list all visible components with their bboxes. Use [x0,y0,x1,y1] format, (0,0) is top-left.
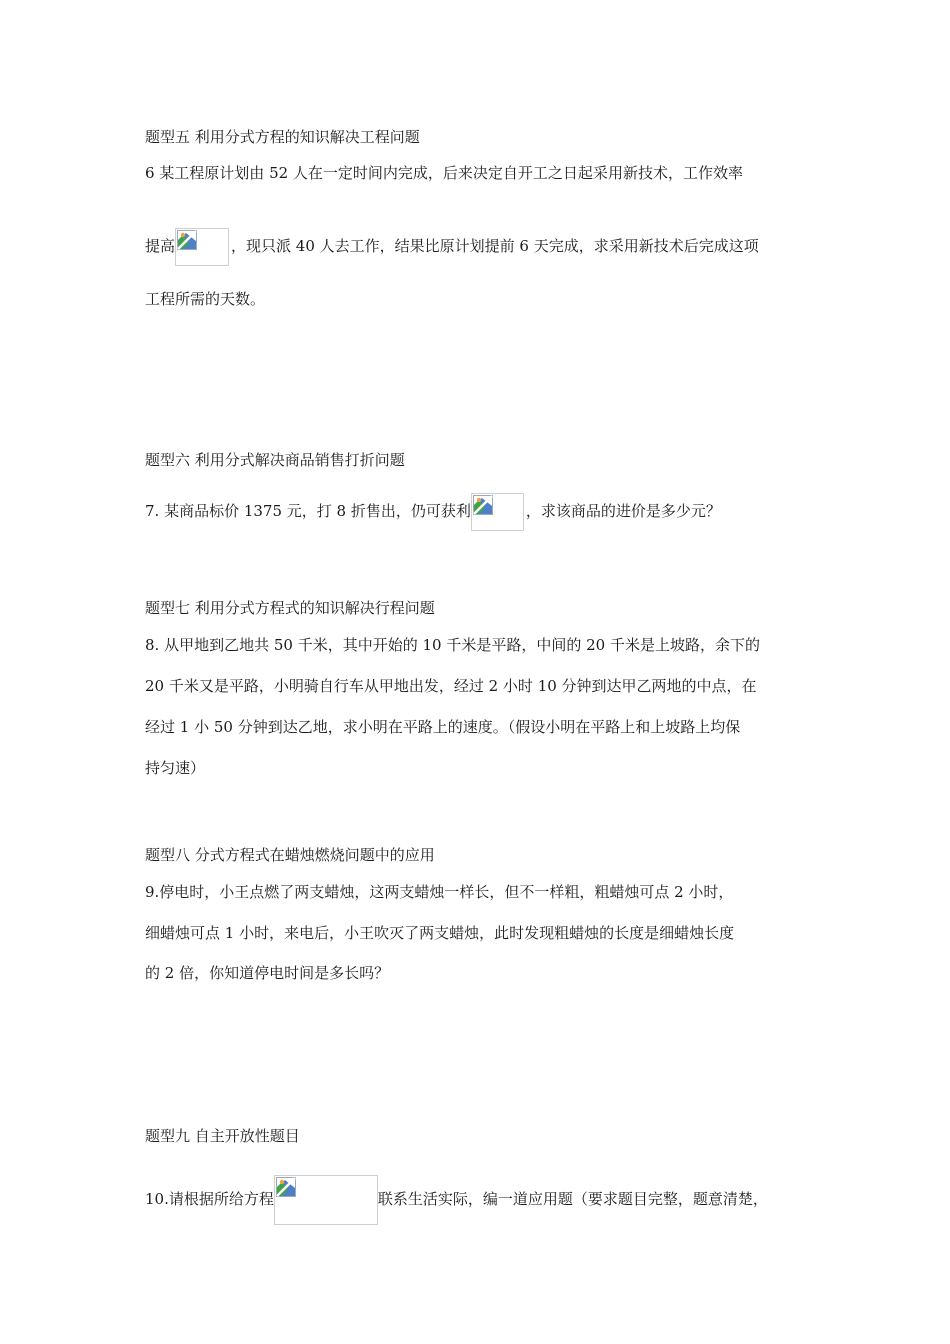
problem-10-text-a: 10.请根据所给方程 [145,1190,274,1208]
formula-image-1 [175,228,229,266]
broken-image-icon [473,495,493,515]
heading-type-8: 题型八 分式方程式在蜡烛燃烧问题中的应用 [145,846,435,864]
problem-8-line-4: 持匀速） [145,759,206,777]
problem-10-text-b: 联系生活实际，编一道应用题（要求题目完整，题意清楚， [377,1190,768,1208]
problem-9-line-1: 9.停电时，小王点燃了两支蜡烛，这两支蜡烛一样长，但不一样粗，粗蜡烛可点 2 小时， [145,883,734,901]
problem-10-line-1 [145,1175,768,1225]
heading-type-7: 题型七 利用分式方程式的知识解决行程问题 [145,599,435,617]
broken-image-icon [177,230,197,250]
equation-image [274,1175,378,1225]
problem-8-line-2: 20 千米又是平路，小明骑自行车从甲地出发，经过 2 小时 10 分钟到达甲乙两地的中点，在 [145,677,757,695]
problem-6-line-1: 6 某工程原计划由 52 人在一定时间内完成，后来决定自开工之日起采用新技术，工作效率 [145,164,743,182]
heading-type-5: 题型五 利用分式方程的知识解决工程问题 [145,128,420,146]
formula-image-2 [471,493,524,531]
problem-9-line-3: 的 2 倍，你知道停电时间是多长吗？ [145,964,390,982]
problem-6-line-2 [145,228,759,266]
problem-6-text-a: 提高 [145,237,176,255]
problem-8-line-1: 8. 从甲地到乙地共 50 千米，其中开始的 10 千米是平路，中间的 20 千米是上坡路，余下的 [145,636,760,654]
problem-7-text-a: 7. 某商品标价 1375 元，打 8 折售出，仍可获利 [145,502,471,520]
problem-7-text-b: ，求该商品的进价是多少元？ [525,502,721,520]
problem-6-line-3: 工程所需的天数。 [145,290,266,308]
heading-type-6: 题型六 利用分式解决商品销售打折问题 [145,451,405,469]
problem-8-line-3: 经过 1 小 50 分钟到达乙地，求小明在平路上的速度。（假设小明在平路上和上坡路上均保 [145,718,741,736]
problem-7-line-1 [145,493,721,531]
problem-9-line-2: 细蜡烛可点 1 小时，来电后，小王吹灭了两支蜡烛，此时发现粗蜡烛的长度是细蜡烛长度 [145,924,735,942]
broken-image-icon [276,1177,296,1197]
problem-6-text-b: ，现只派 40 人去工作，结果比原计划提前 6 天完成，求采用新技术后完成这项 [231,237,759,255]
heading-type-9: 题型九 自主开放性题目 [145,1127,300,1145]
